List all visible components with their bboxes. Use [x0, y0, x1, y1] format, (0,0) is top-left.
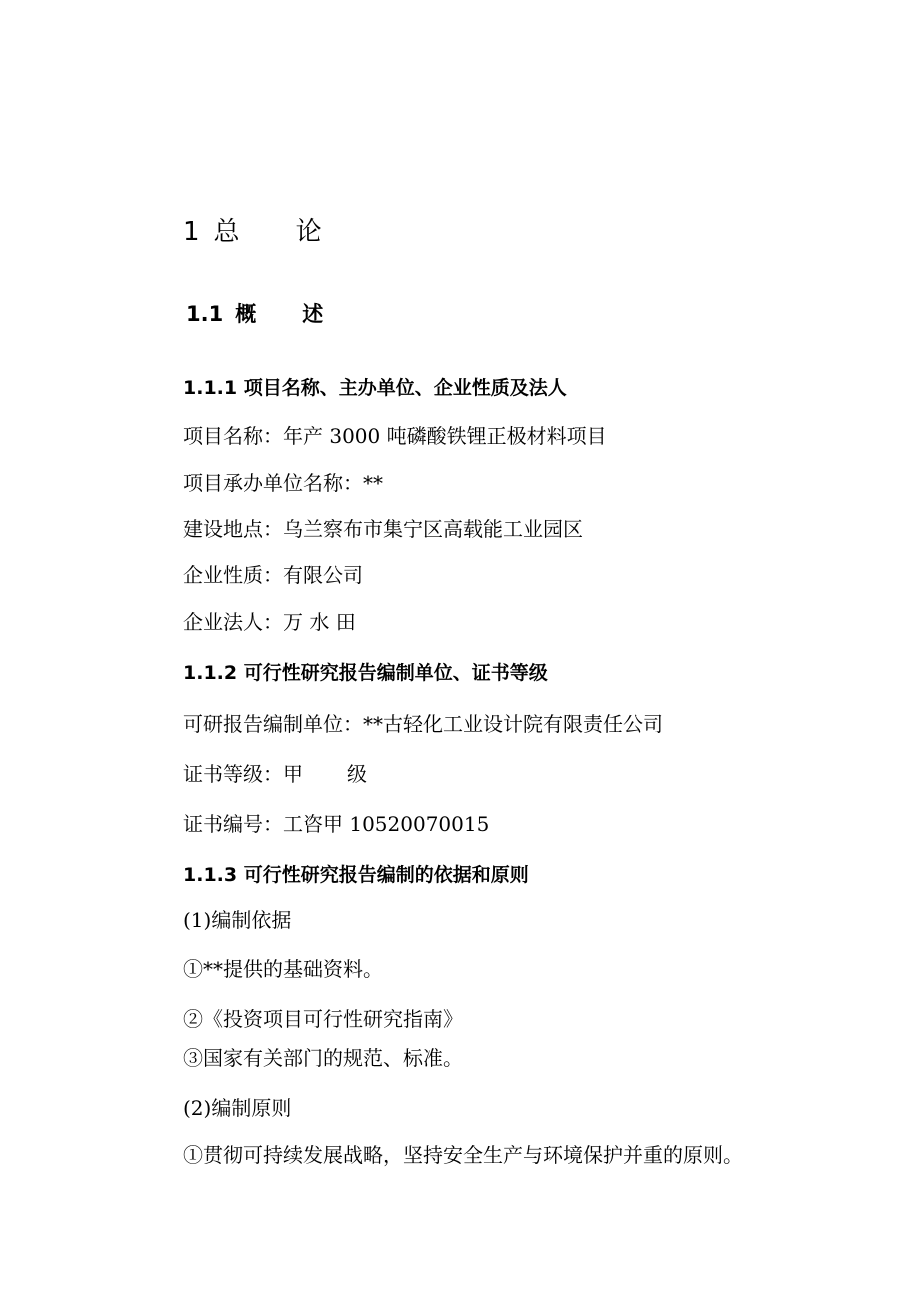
certificate-grade-line	[183, 764, 367, 784]
basis-item-3: ③国家有关部门的规范、标准。	[183, 1046, 463, 1070]
chapter-number: 1	[183, 217, 200, 247]
section-title-part-2: 述	[302, 302, 324, 326]
certificate-number-line: 证书编号：工咨甲 10520070015	[183, 812, 490, 836]
section-title-part-1: 概	[235, 302, 257, 326]
chapter-title-part-2: 论	[295, 217, 322, 247]
certificate-grade-label: 证书等级：甲	[183, 762, 303, 786]
chapter-heading	[183, 219, 322, 245]
section-number: 1.1	[186, 302, 224, 326]
basis-item-2: ②《投资项目可行性研究指南》	[183, 1007, 463, 1031]
section-heading-1-1	[186, 304, 323, 325]
project-name-line: 项目名称：年产 3000 吨磷酸铁锂正极材料项目	[183, 424, 607, 448]
enterprise-nature-line: 企业性质：有限公司	[183, 563, 363, 587]
basis-item-1: ①**提供的基础资料。	[183, 957, 383, 981]
legal-person-line: 企业法人：万 水 田	[183, 610, 356, 634]
subsection-heading-1-1-2: 1.1.2 可行性研究报告编制单位、证书等级	[183, 662, 548, 684]
location-line: 建设地点：乌兰察布市集宁区高载能工业园区	[183, 517, 583, 541]
report-unit-line: 可研报告编制单位：**古轻化工业设计院有限责任公司	[183, 712, 663, 736]
undertaker-line: 项目承办单位名称：**	[183, 471, 383, 495]
certificate-grade-suffix: 级	[347, 762, 367, 786]
basis-title: (1)编制依据	[183, 908, 292, 932]
principle-title: (2)编制原则	[183, 1096, 292, 1120]
subsection-heading-1-1-1: 1.1.1 项目名称、主办单位、企业性质及法人	[183, 377, 567, 399]
subsection-heading-1-1-3: 1.1.3 可行性研究报告编制的依据和原则	[183, 864, 529, 886]
principle-item-1: ①贯彻可持续发展战略，坚持安全生产与环境保护并重的原则。	[183, 1143, 743, 1167]
chapter-title-part-1: 总	[213, 217, 240, 247]
